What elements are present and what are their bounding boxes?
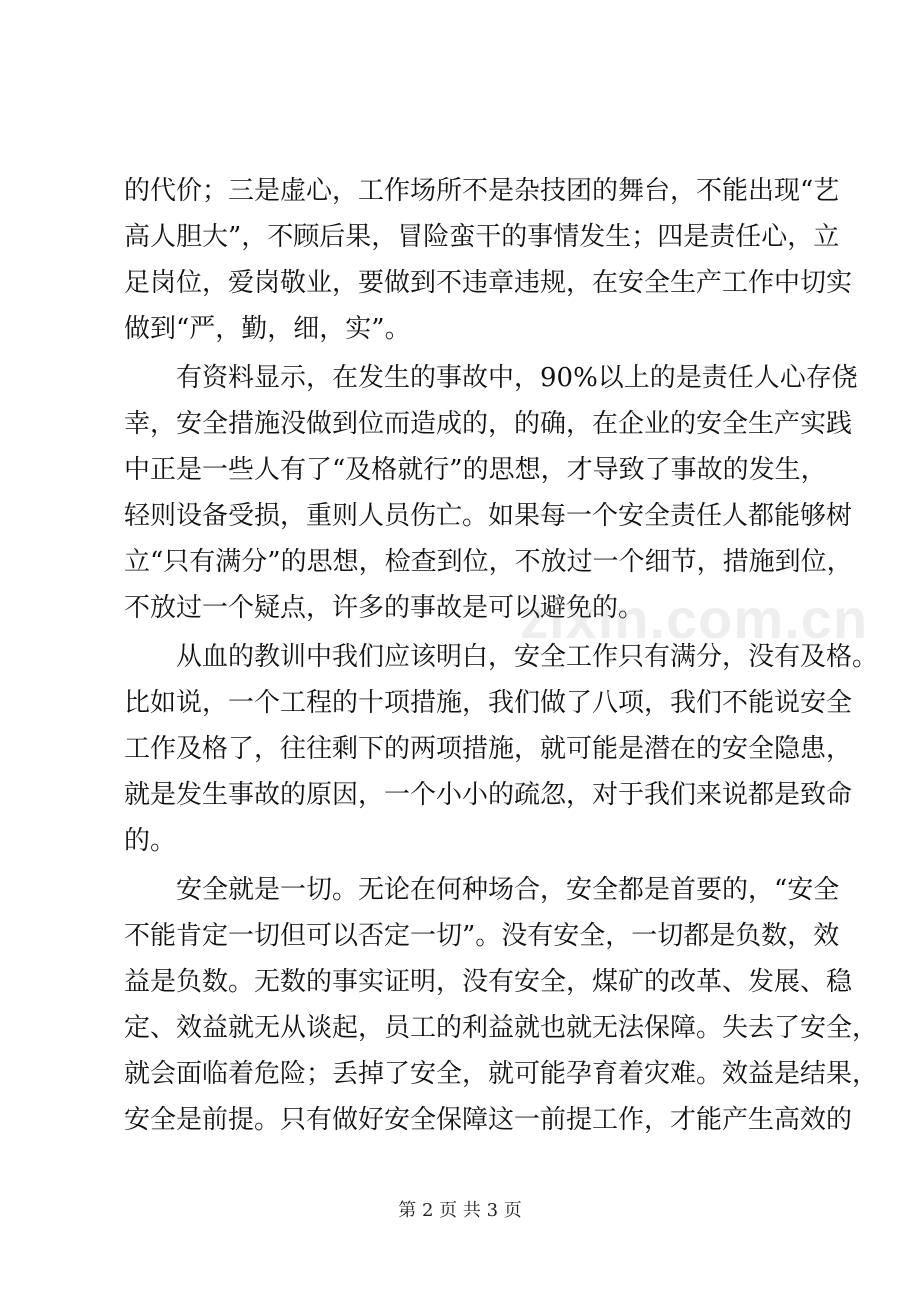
document-body — [124, 168, 879, 1143]
text-line: 益是负数。无数的事实证明，没有安全，煤矿的改革、发展、稳 — [124, 967, 853, 997]
text-line: 定、效益就无从谈起，员工的利益就也就无法保障。失去了安全， — [124, 1013, 879, 1043]
page-footer: 第 2 页 共 3 页 — [398, 1200, 522, 1221]
text-line: 高人胆大”，不顾后果，冒险蛮干的事情发生；四是责任心，立 — [124, 222, 840, 252]
text-line: 立“只有满分”的思想，检查到位，不放过一个细节，措施到位， — [124, 547, 853, 577]
watermark: zixin.com.cn — [520, 587, 869, 650]
text-line: 工作及格了，往往剩下的两项措施，就可能是潜在的安全隐患， — [124, 734, 853, 764]
text-line: 安全就是一切。无论在何种场合，安全都是首要的，“安全 — [176, 875, 840, 905]
text-line: 就是发生事故的原因，一个小小的疏忽，对于我们来说都是致命 — [124, 780, 853, 810]
text-line: 的。 — [124, 826, 177, 856]
text-line: 的代价；三是虚心，工作场所不是杂技团的舞台，不能出现“艺 — [124, 176, 840, 206]
text-line: 幸，安全措施没做到位而造成的，的确，在企业的安全生产实践 — [124, 409, 853, 439]
text-line: 有资料显示，在发生的事故中，90%以上的是责任人心存侥 — [176, 363, 858, 393]
text-line: 从血的教训中我们应该明白，安全工作只有满分，没有及格。 — [176, 642, 879, 672]
text-line: 不放过一个疑点，许多的事故是可以避免的。 — [124, 593, 645, 623]
text-line: 比如说，一个工程的十项措施，我们做了八项，我们不能说安全 — [124, 688, 853, 718]
text-line: 做到“严，勤，细，实”。 — [124, 314, 411, 344]
text-line: 就会面临着危险；丢掉了安全，就可能孕育着灾难。效益是结果， — [124, 1059, 879, 1089]
text-line: 轻则设备受损，重则人员伤亡。如果每一个安全责任人都能够树 — [124, 501, 853, 531]
text-line: 中正是一些人有了“及格就行”的思想，才导致了事故的发生， — [124, 455, 827, 485]
text-line: 安全是前提。只有做好安全保障这一前提工作，才能产生高效的 — [124, 1105, 853, 1135]
text-line: 不能肯定一切但可以否定一切”。没有安全，一切都是负数，效 — [124, 921, 840, 951]
text-line: 足岗位，爱岗敬业，要做到不违章违规，在安全生产工作中切实 — [124, 268, 853, 298]
